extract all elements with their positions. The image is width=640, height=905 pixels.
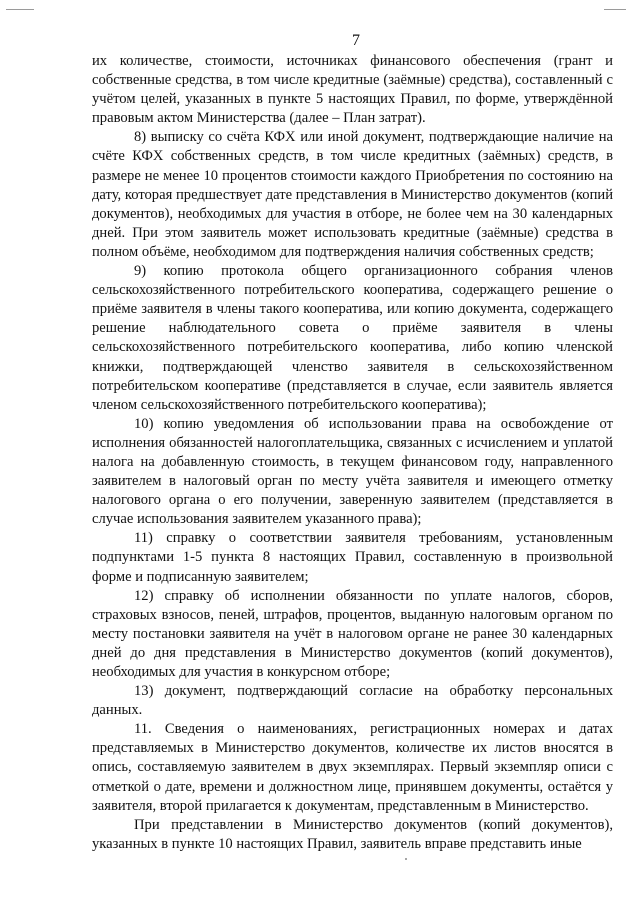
paragraph-item-8: 8) выписку со счёта КФХ или иной документ, подтверждающие наличие на счёте КФХ собственных средств, в том числе кредитных (заёмных) средств, в размере не менее 10 процентов стоимости каждого Приобретения по состоянию на дату, которая предшествует дате представления в Министерство документов (копий документов), необходимых для участия в отборе, не более чем на 30 календарных дней. При этом заявитель может использовать кредитные (заёмные) средства в полном объёме, необходимом для подтверждения наличия собственных средств; — [92, 129, 613, 260]
paragraph-item-11: 11) справку о соответствии заявителя требованиям, установленным подпунктами 1-5 пункта 8 настоящих Правил, составленную в произвольной форме и подписанную заявителем; — [92, 530, 613, 585]
paragraph-clause-11: 11. Сведения о наименованиях, регистрационных номерах и датах представляемых в Министерство документов, количестве их листов вносятся в опись, составляемую заявителем в двух экземплярах. Первый экземпляр описи с отметкой о дате, времени и должностном лице, принявшем документы, остаётся у заявителя, второй прилагается к документам, представленным в Министерство. — [92, 721, 613, 814]
paragraph-item-12: 12) справку об исполнении обязанности по уплате налогов, сборов, страховых взносов, пеней, штрафов, процентов, выданную налоговым органом по месту постановки заявителя на учёт в налоговом органе не ранее 30 календарных дней до дня представления в Министерство документов (копий документов), необходимых для участия в конкурсном отборе; — [92, 587, 613, 680]
page-number: 7 — [352, 32, 360, 49]
scan-speck — [405, 858, 407, 860]
paragraph-item-13: 13) документ, подтверждающий согласие на обработку персональных данных. — [92, 683, 613, 719]
scan-artifact-left — [6, 9, 34, 10]
scan-artifact-right — [604, 9, 626, 10]
paragraph-clause-11-continuation: При представлении в Министерство документов (копий документов), указанных в пункте 10 настоящих Правил, заявитель вправе представить иные — [92, 816, 613, 852]
document-body — [92, 52, 613, 854]
paragraph-item-9: 9) копию протокола общего организационного собрания членов сельскохозяйственного потребительского кооператива, содержащего решение о приёме заявителя в члены такого кооператива, или копию документа, содержащего решение наблюдательного совета о приёме заявителя в члены сельскохозяйственного потребительского кооператива, либо копию членской книжки, подтверждающей членство заявителя в сельскохозяйственном потребительском кооперативе (представляется в случае, если заявитель является членом сельскохозяйственного потребительского кооператива); — [92, 263, 613, 413]
paragraph-continuation: их количестве, стоимости, источниках финансового обеспечения (грант и собственные средства, в том числе кредитные (заёмные) средства), составленный с учётом целей, указанных в пункте 5 настоящих Правил, по форме, утверждённой правовым актом Министерства (далее – План затрат). — [92, 53, 613, 127]
paragraph-item-10: 10) копию уведомления об использовании права на освобождение от исполнения обязанностей налогоплательщика, связанных с исчислением и уплатой налога на добавленную стоимость, в текущем финансовом году, направленного заявителем в налоговый орган по месту учёта заявителя и имеющего отметку налогового органа о его получении, заверенную заявителем (представляется в случае использования заявителем указанного права); — [92, 415, 613, 528]
